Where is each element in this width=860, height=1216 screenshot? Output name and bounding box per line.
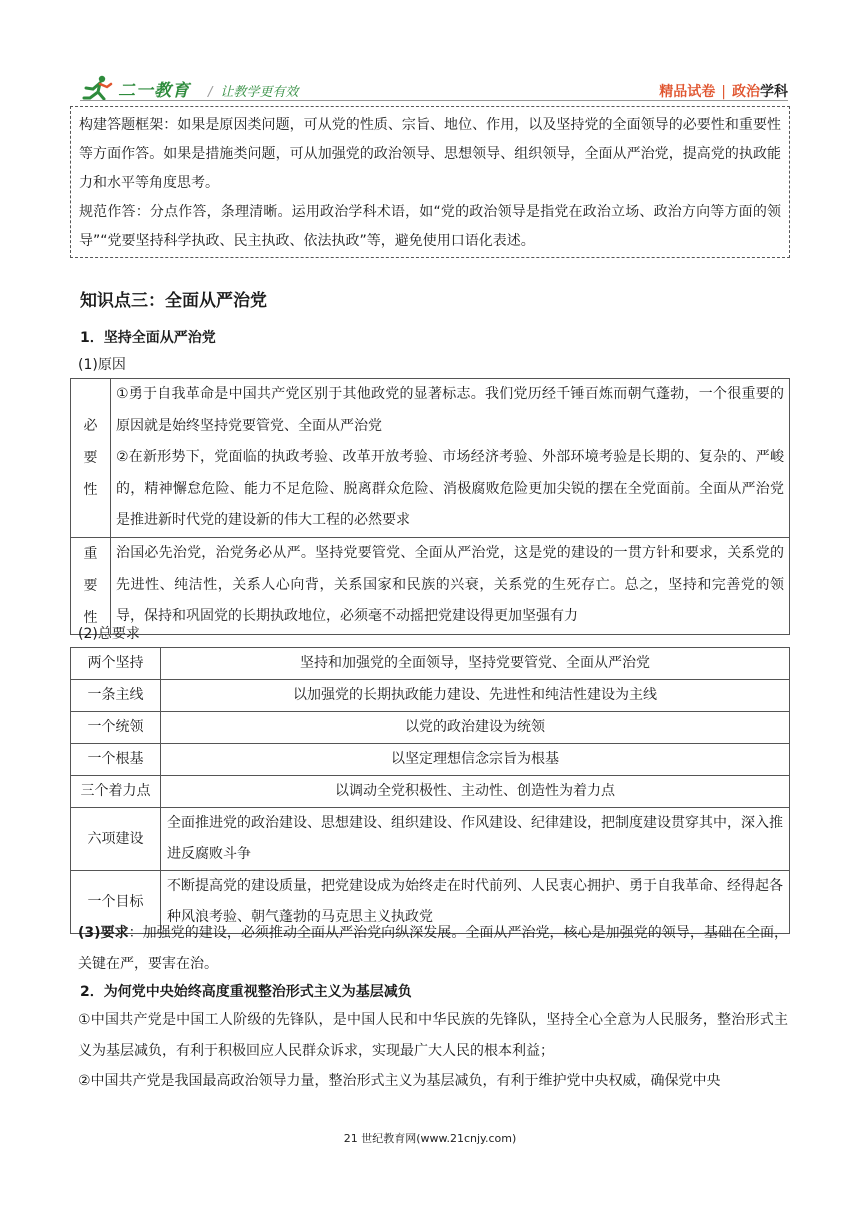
- row-value: 以坚定理想信念宗旨为根基: [161, 744, 790, 776]
- header-right-1: 精品试卷: [659, 84, 716, 100]
- page-header: [80, 72, 788, 106]
- importance-char-3: 性: [83, 609, 98, 626]
- table-row: [71, 808, 790, 871]
- importance-content: 治国必先治党，治党务必从严。坚持党要管党、全面从严治党，这是党的建设的一贯方针和要求，关系党的先进性、纯洁性，关系人心向背，关系国家和民族的兴衰，关系党的生死存亡。总之，坚持和完善党的领导，保持和巩固党的长期执政地位，必须毫不动摇把党建设得更加坚强有力: [111, 537, 790, 634]
- row-value: 以调动全党积极性、主动性、创造性为着力点: [161, 776, 790, 808]
- header-right-3: 学科: [760, 84, 788, 100]
- row-key: 三个着力点: [71, 776, 161, 808]
- page-footer: 21 世纪教育网(www.21cnjy.com): [343, 1132, 517, 1145]
- row-key: 一个目标: [71, 871, 161, 934]
- requirement-label: (3)要求: [78, 925, 129, 941]
- table-row: [71, 648, 790, 680]
- requirement-paragraph: [78, 918, 788, 980]
- table-row: [71, 680, 790, 712]
- row-value: 坚持和加强党的全面领导，坚持党要管党、全面从严治党: [161, 648, 790, 680]
- logo: [80, 74, 190, 102]
- answer-point-2: ②中国共产党是我国最高政治领导力量，整治形式主义为基层减负，有利于维护党中央权威，确保党中央: [78, 1073, 721, 1089]
- total-requirements-table: [70, 647, 790, 934]
- table-row: [71, 776, 790, 808]
- tip-box: [70, 106, 790, 258]
- heading-1: 1．坚持全面从严治党: [80, 330, 216, 346]
- necessity-point-2: ②在新形势下，党面临的执政考验、改革开放考验、市场经济考验、外部环境考验是长期的、复杂的、严峻的，精神懈怠危险、能力不足危险、脱离群众危险、消极腐败危险更加尖锐的摆在全党面前。全面从严治党是推进新时代党的建设新的伟大工程的必然要求: [116, 449, 784, 528]
- row-key: 一个根基: [71, 744, 161, 776]
- row-value: 以加强党的长期执政能力建设、先进性和纯洁性建设为主线: [161, 680, 790, 712]
- runner-icon: [80, 74, 114, 102]
- importance-char-1: 重: [83, 545, 98, 562]
- necessity-char-3: 性: [83, 481, 98, 498]
- table-row: [71, 744, 790, 776]
- necessity-char-2: 要: [83, 449, 98, 466]
- requirement-text: ：加强党的建设，必须推动全面从严治党向纵深发展。全面从严治党，核心是加强党的领导，基础在全面，关键在严，要害在治。: [78, 925, 789, 972]
- brand-name: 二一教育: [118, 80, 190, 101]
- importance-char-2: 要: [83, 577, 98, 594]
- importance-label: [71, 537, 111, 634]
- section-title: 知识点三：全面从严治党: [80, 291, 267, 311]
- row-key: 一条主线: [71, 680, 161, 712]
- necessity-char-1: 必: [83, 417, 98, 434]
- necessity-label: [71, 379, 111, 538]
- label-total: (2)总要求: [78, 626, 140, 642]
- necessity-point-1: ①勇于自我革命是中国共产党区别于其他政党的显著标志。我们党历经千锤百炼而朝气蓬勃，一个很重要的原因就是始终坚持党要管党、全面从严治党: [116, 386, 784, 434]
- row-value: 全面推进党的政治建设、思想建设、组织建设、作风建设、纪律建设，把制度建设贯穿其中，深入推进反腐败斗争: [161, 808, 790, 871]
- tip-paragraph-1: 构建答题框架：如果是原因类问题，可从党的性质、宗旨、地位、作用，以及坚持党的全面领导的必要性和重要性等方面作答。如果是措施类问题，可从加强党的政治领导、思想领导、组织领导，全面从严治党，提高党的执政能力和水平等角度思考。: [79, 117, 781, 191]
- answer-point-1: ①中国共产党是中国工人阶级的先锋队，是中国人民和中华民族的先锋队，坚持全心全意为人民服务，整治形式主义为基层减负，有利于积极回应人民群众诉求，实现最广大人民的根本利益；: [78, 1012, 788, 1059]
- reason-table: [70, 378, 790, 635]
- tip-paragraph-2: 规范作答：分点作答，条理清晰。运用政治学科术语，如“党的政治领导是指党在政治立场、政治方向等方面的领导”“党要坚持科学执政、民主执政、依法执政”等，避免使用口语化表述。: [79, 204, 781, 249]
- subject-label: [659, 81, 788, 101]
- header-right-2: 政治: [732, 84, 760, 100]
- row-key: 一个统领: [71, 712, 161, 744]
- row-value: 以党的政治建设为统领: [161, 712, 790, 744]
- necessity-content: [111, 379, 790, 538]
- slogan: / 让教学更有效: [208, 85, 299, 100]
- header-divider: [80, 100, 788, 101]
- table-row: [71, 712, 790, 744]
- row-key: 两个坚持: [71, 648, 161, 680]
- header-separator: |: [721, 84, 726, 100]
- heading-2: 2．为何党中央始终高度重视整治形式主义为基层减负: [80, 984, 412, 1000]
- slogan-text: 让教学更有效: [220, 85, 299, 100]
- label-reason: (1)原因: [78, 357, 126, 373]
- row-value: 不断提高党的建设质量，把党建设成为始终走在时代前列、人民衷心拥护、勇于自我革命、经得起各种风浪考验、朝气蓬勃的马克思主义执政党: [161, 871, 790, 934]
- row-key: 六项建设: [71, 808, 161, 871]
